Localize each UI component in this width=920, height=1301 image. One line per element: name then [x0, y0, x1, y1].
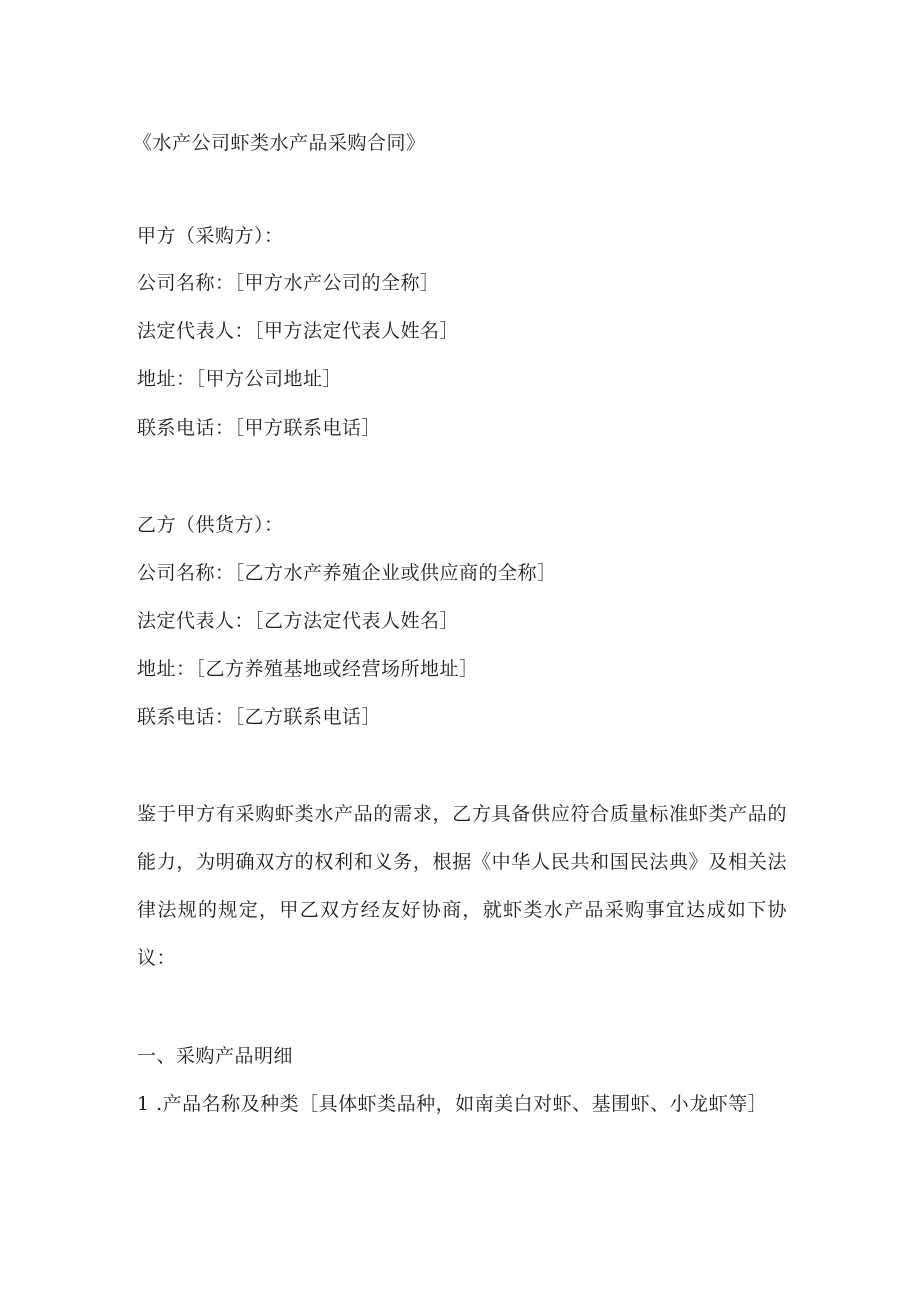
- party-a-address: 地址：［甲方公司地址］: [137, 368, 343, 390]
- document-title: 《水产公司虾类水产品采购合同》: [133, 132, 426, 154]
- party-a-representative: 法定代表人：［甲方法定代表人姓名］: [137, 320, 460, 342]
- party-b-heading: 乙方（供货方）：: [137, 514, 284, 536]
- party-a-phone: 联系电话：［甲方联系电话］: [137, 417, 382, 439]
- party-b-company: 公司名称：［乙方水产养殖企业或供应商的全称］: [137, 562, 557, 584]
- section-1-item-1: 1 .产品名称及种类［具体虾类品种，如南美白对虾、基围虾、小龙虾等］: [137, 1093, 768, 1115]
- party-b-phone: 联系电话：［乙方联系电话］: [137, 706, 382, 728]
- preamble-paragraph: 鉴于甲方有采购虾类水产品的需求，乙方具备供应符合质量标准虾类产品的能力，为明确双方的权利和义务，根据《中华人民共和国民法典》及相关法律法规的规定，甲乙双方经友好协商，就虾类水产品采购事宜达成如下协议：: [137, 803, 787, 969]
- party-a-heading: 甲方（采购方）：: [137, 225, 284, 247]
- section-1-heading: 一、采购产品明细: [137, 1045, 294, 1067]
- party-b-representative: 法定代表人：［乙方法定代表人姓名］: [137, 610, 460, 632]
- party-a-company: 公司名称：［甲方水产公司的全称］: [137, 272, 440, 294]
- party-b-address: 地址：［乙方养殖基地或经营场所地址］: [137, 658, 479, 680]
